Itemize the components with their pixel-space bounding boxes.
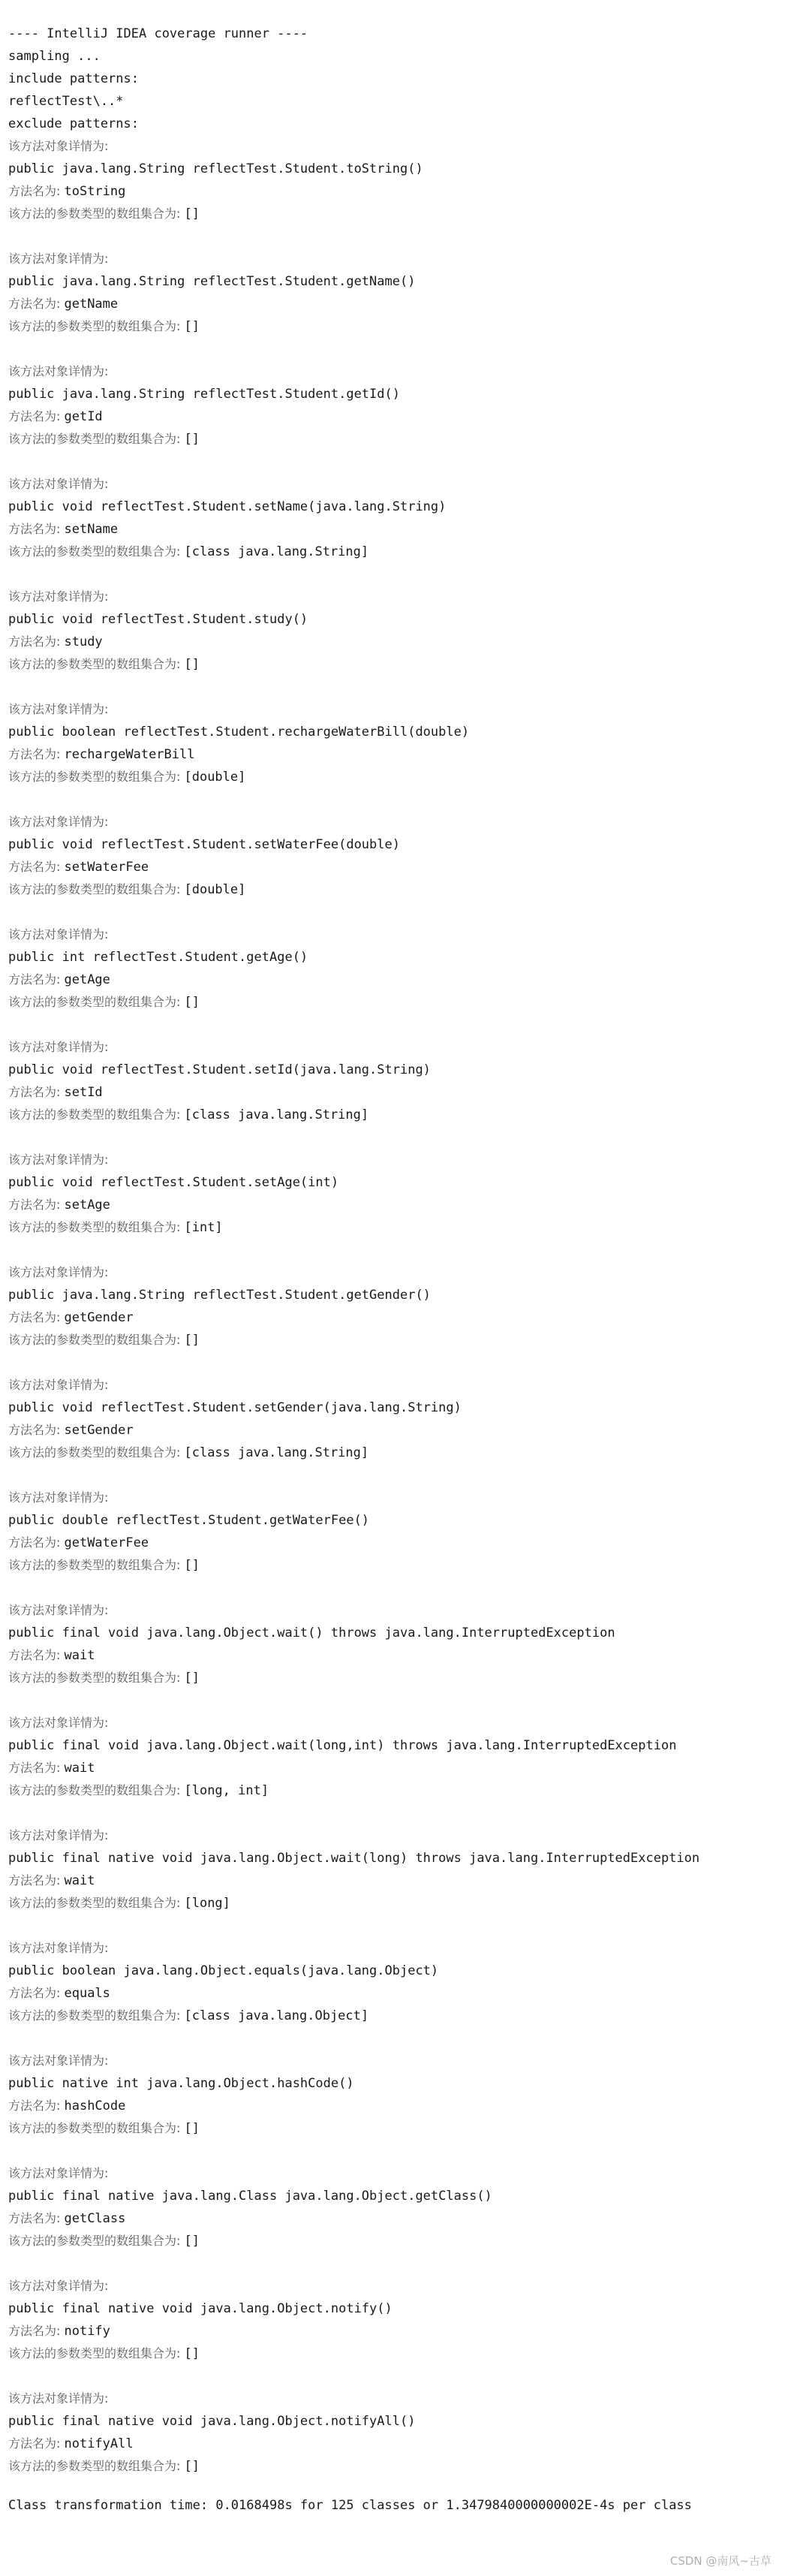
method-name: getId (64, 409, 103, 424)
method-params: [class java.lang.String] (184, 1445, 369, 1460)
method-block (8, 1036, 781, 1149)
blank-line (8, 1351, 781, 1374)
name-label: 方法名为: (8, 1761, 65, 1775)
name-label: 方法名为: (8, 1535, 65, 1550)
transform-time-line: Class transformation time: 0.0168498s for 125 classes or 1.3479840000000002E-4s per class (8, 2498, 692, 2513)
method-signature: public void reflectTest.Student.setAge(int) (8, 1175, 339, 1190)
method-params: [] (184, 2459, 200, 2474)
method-params: [] (184, 657, 200, 672)
detail-label: 该方法对象详情为: (8, 1265, 109, 1279)
method-block (8, 1937, 781, 2050)
blank-line (8, 1126, 781, 1149)
method-params: [double] (184, 882, 246, 897)
blank-line (8, 2027, 781, 2050)
params-label: 该方法的参数类型的数组集合为: (8, 544, 185, 559)
method-signature: public void reflectTest.Student.setName(java.lang.String) (8, 499, 447, 514)
blank-line (8, 563, 781, 586)
method-params: [] (184, 995, 200, 1010)
method-signature: public boolean reflectTest.Student.rechargeWaterBill(double) (8, 725, 470, 740)
blank-line (8, 2365, 781, 2388)
blank-line (8, 450, 781, 473)
method-signature: public final native void java.lang.Object.wait(long) throws java.lang.InterruptedException (8, 1851, 700, 1866)
method-block (8, 1599, 781, 1712)
method-list (8, 135, 781, 2478)
method-name: getGender (64, 1310, 134, 1325)
blank-line (8, 1014, 781, 1036)
params-label: 该方法的参数类型的数组集合为: (8, 2234, 185, 2248)
params-label: 该方法的参数类型的数组集合为: (8, 319, 185, 333)
name-label: 方法名为: (8, 1198, 65, 1212)
method-block (8, 586, 781, 698)
method-params: [] (184, 2121, 200, 2136)
method-block (8, 1712, 781, 1824)
blank-line (8, 2140, 781, 2162)
detail-label: 该方法对象详情为: (8, 1152, 109, 1167)
method-params: [double] (184, 770, 246, 785)
name-label: 方法名为: (8, 634, 65, 649)
params-label: 该方法的参数类型的数组集合为: (8, 882, 185, 896)
method-block (8, 1261, 781, 1374)
method-params: [] (184, 206, 200, 221)
detail-label: 该方法对象详情为: (8, 702, 109, 716)
name-label: 方法名为: (8, 1873, 65, 1888)
method-signature: public final native void java.lang.Object.notifyAll() (8, 2414, 416, 2429)
header-line: include patterns: (8, 71, 139, 86)
blank-line (8, 225, 781, 248)
method-name: equals (64, 1986, 110, 2001)
method-block (8, 2388, 781, 2478)
method-params: [] (184, 2234, 200, 2249)
method-block (8, 811, 781, 923)
method-name: setName (64, 522, 119, 537)
blank-line (8, 2252, 781, 2275)
method-name: setWaterFee (64, 860, 149, 875)
params-label: 该方法的参数类型的数组集合为: (8, 1558, 185, 1572)
params-label: 该方法的参数类型的数组集合为: (8, 657, 185, 671)
process-exit-line (8, 2533, 781, 2556)
params-label: 该方法的参数类型的数组集合为: (8, 2008, 185, 2023)
name-label: 方法名为: (8, 1423, 65, 1437)
header-line: ---- IntelliJ IDEA coverage runner ---- (8, 26, 308, 41)
method-params: [long] (184, 1896, 230, 1911)
blank-line (8, 338, 781, 360)
header-line: reflectTest\..* (8, 94, 124, 109)
method-signature: public java.lang.String reflectTest.Student.getId() (8, 387, 400, 402)
method-block (8, 135, 781, 248)
method-name: toString (64, 184, 126, 199)
detail-label: 该方法对象详情为: (8, 815, 109, 829)
blank-line (8, 676, 781, 698)
method-block (8, 2275, 781, 2388)
name-label: 方法名为: (8, 1310, 65, 1324)
method-params: [class java.lang.String] (184, 544, 369, 559)
name-label: 方法名为: (8, 2436, 65, 2451)
method-name: getName (64, 297, 119, 312)
name-label: 方法名为: (8, 409, 65, 423)
method-name: study (64, 634, 103, 649)
name-label: 方法名为: (8, 1085, 65, 1099)
method-params: [class java.lang.Object] (184, 2008, 369, 2023)
method-params: [] (184, 319, 200, 334)
detail-label: 该方法对象详情为: (8, 1828, 109, 1842)
name-label: 方法名为: (8, 2211, 65, 2225)
csdn-watermark: CSDN @南风~古草 (669, 2554, 771, 2568)
method-params: [] (184, 1558, 200, 1573)
method-name: getClass (64, 2211, 126, 2226)
name-label: 方法名为: (8, 184, 65, 198)
name-label: 方法名为: (8, 860, 65, 874)
name-label: 方法名为: (8, 1986, 65, 2000)
name-label: 方法名为: (8, 2324, 65, 2338)
blank-line (8, 1915, 781, 1937)
params-label: 该方法的参数类型的数组集合为: (8, 1107, 185, 1122)
detail-label: 该方法对象详情为: (8, 1040, 109, 1054)
header-line: sampling ... (8, 49, 101, 64)
method-params: [] (184, 432, 200, 447)
name-label: 方法名为: (8, 1648, 65, 1662)
params-label: 该方法的参数类型的数组集合为: (8, 2346, 185, 2361)
method-signature: public final void java.lang.Object.wait() throws java.lang.InterruptedException (8, 1625, 615, 1641)
command-line (8, 0, 781, 23)
method-name: wait (64, 1873, 95, 1888)
method-name: wait (64, 1761, 95, 1776)
method-name: wait (64, 1648, 95, 1663)
params-label: 该方法的参数类型的数组集合为: (8, 770, 185, 784)
blank-line (8, 788, 781, 811)
method-block (8, 1374, 781, 1487)
method-params: [int] (184, 1220, 223, 1235)
method-signature: public double reflectTest.Student.getWaterFee() (8, 1513, 370, 1528)
method-name: hashCode (64, 2098, 126, 2114)
method-block (8, 923, 781, 1036)
method-signature: public final native java.lang.Class java.lang.Object.getClass() (8, 2189, 492, 2204)
detail-label: 该方法对象详情为: (8, 477, 109, 491)
method-signature: public void reflectTest.Student.setId(java.lang.String) (8, 1062, 431, 1077)
name-label: 方法名为: (8, 297, 65, 311)
method-block (8, 360, 781, 473)
method-name: setId (64, 1085, 103, 1100)
method-params: [] (184, 1671, 200, 1686)
detail-label: 该方法对象详情为: (8, 2391, 109, 2406)
detail-label: 该方法对象详情为: (8, 2166, 109, 2180)
params-label: 该方法的参数类型的数组集合为: (8, 995, 185, 1009)
detail-label: 该方法对象详情为: (8, 1603, 109, 1617)
params-label: 该方法的参数类型的数组集合为: (8, 432, 185, 446)
method-params: [class java.lang.String] (184, 1107, 369, 1122)
params-label: 该方法的参数类型的数组集合为: (8, 1445, 185, 1460)
method-signature: public void reflectTest.Student.setWaterFee(double) (8, 837, 400, 852)
method-signature: public native int java.lang.Object.hashCode() (8, 2076, 354, 2091)
method-signature: public final void java.lang.Object.wait(long,int) throws java.lang.InterruptedException (8, 1738, 677, 1753)
detail-label: 该方法对象详情为: (8, 2279, 109, 2293)
method-name: getWaterFee (64, 1535, 149, 1550)
blank-line (8, 1577, 781, 1599)
name-label: 方法名为: (8, 972, 65, 987)
method-block (8, 1149, 781, 1261)
name-label: 方法名为: (8, 522, 65, 536)
method-signature: public boolean java.lang.Object.equals(java.lang.Object) (8, 1963, 439, 1978)
detail-label: 该方法对象详情为: (8, 139, 109, 153)
method-block (8, 1824, 781, 1937)
params-label: 该方法的参数类型的数组集合为: (8, 206, 185, 221)
detail-label: 该方法对象详情为: (8, 1378, 109, 1392)
method-block (8, 473, 781, 586)
method-name: getAge (64, 972, 110, 987)
method-params: [] (184, 1333, 200, 1348)
detail-label: 该方法对象详情为: (8, 2053, 109, 2068)
detail-label: 该方法对象详情为: (8, 589, 109, 604)
name-label: 方法名为: (8, 2098, 65, 2113)
detail-label: 该方法对象详情为: (8, 927, 109, 942)
method-block (8, 2162, 781, 2275)
method-name: notifyAll (64, 2436, 134, 2451)
params-label: 该方法的参数类型的数组集合为: (8, 1783, 185, 1797)
params-label: 该方法的参数类型的数组集合为: (8, 2121, 185, 2135)
params-label: 该方法的参数类型的数组集合为: (8, 1896, 185, 1910)
header-line: exclude patterns: (8, 116, 139, 131)
method-params: [] (184, 2346, 200, 2361)
method-signature: public void reflectTest.Student.study() (8, 612, 308, 627)
method-params: [long, int] (184, 1783, 269, 1798)
method-block (8, 1487, 781, 1599)
blank-line (8, 1802, 781, 1824)
method-signature: public java.lang.String reflectTest.Student.getName() (8, 274, 416, 289)
method-name: notify (64, 2324, 110, 2339)
blank-line (8, 1239, 781, 1261)
blank-line (8, 1464, 781, 1487)
method-signature: public int reflectTest.Student.getAge() (8, 950, 308, 965)
method-signature: public void reflectTest.Student.setGender(java.lang.String) (8, 1400, 462, 1415)
method-block (8, 698, 781, 811)
method-block (8, 248, 781, 360)
method-signature: public final native void java.lang.Object.notify() (8, 2301, 392, 2316)
method-name: rechargeWaterBill (64, 747, 195, 762)
params-label: 该方法的参数类型的数组集合为: (8, 2459, 185, 2473)
detail-label: 该方法对象详情为: (8, 364, 109, 378)
method-signature: public java.lang.String reflectTest.Student.toString() (8, 161, 423, 176)
params-label: 该方法的参数类型的数组集合为: (8, 1220, 185, 1234)
method-block (8, 2050, 781, 2162)
blank-line (8, 901, 781, 923)
method-name: setGender (64, 1423, 134, 1438)
detail-label: 该方法对象详情为: (8, 1941, 109, 1955)
detail-label: 该方法对象详情为: (8, 252, 109, 266)
method-name: setAge (64, 1198, 110, 1213)
params-label: 该方法的参数类型的数组集合为: (8, 1671, 185, 1685)
params-label: 该方法的参数类型的数组集合为: (8, 1333, 185, 1347)
method-signature: public java.lang.String reflectTest.Student.getGender() (8, 1288, 431, 1303)
blank-line (8, 1689, 781, 1712)
name-label: 方法名为: (8, 747, 65, 761)
console-output (8, 0, 781, 2556)
detail-label: 该方法对象详情为: (8, 1490, 109, 1505)
detail-label: 该方法对象详情为: (8, 1716, 109, 1730)
